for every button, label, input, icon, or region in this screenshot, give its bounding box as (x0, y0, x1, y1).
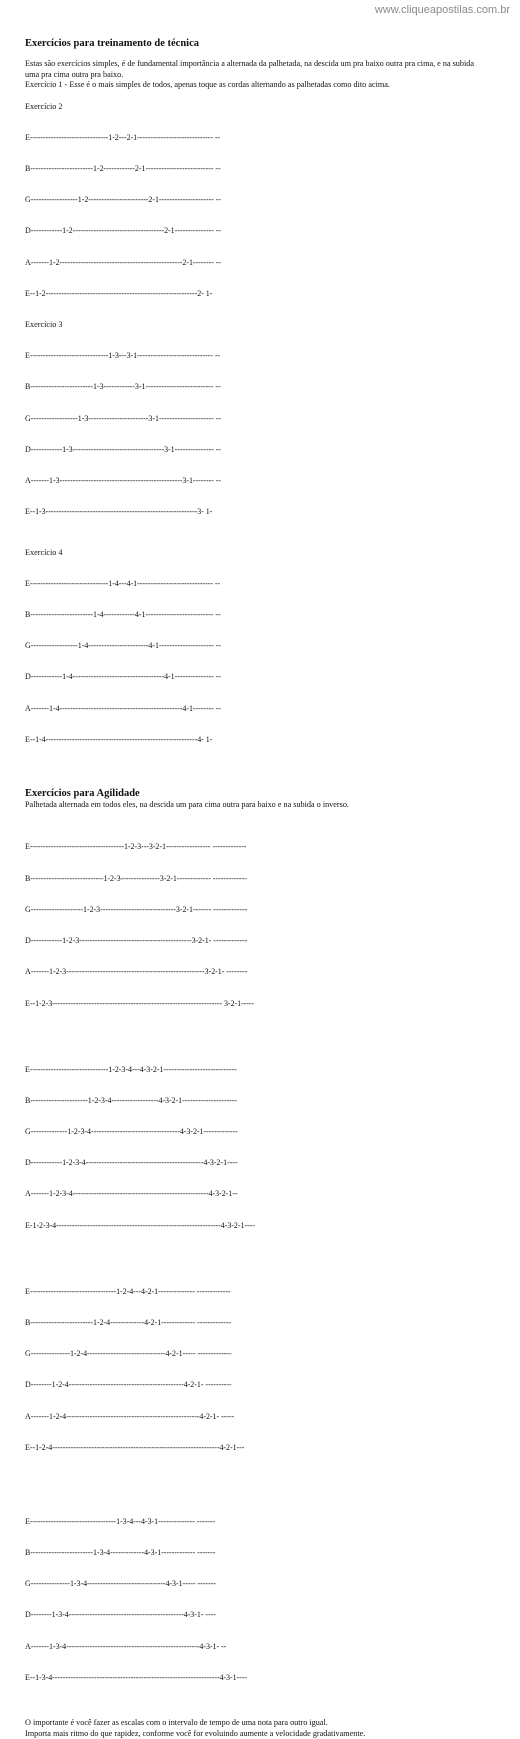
tab-line: E--1-4----------------------------------------------------------4- 1- (25, 734, 213, 744)
tab-line: E--1-2-4----------------------------------------------------------------4-2-1--- (25, 1442, 245, 1452)
tab-line: E---------------------------------1-3-4---4-3-1-------------- ------- (25, 1516, 215, 1526)
tab-line: D--------1-2-4--------------------------------------------4-2-1- ---------- (25, 1380, 232, 1390)
tab-line: E---------------------------------1-2-4---4-2-1-------------- ------------- (25, 1286, 231, 1296)
tab-line: G------------------1-4-----------------------4-1--------------------- -- (25, 641, 222, 651)
tab-line: B------------------------1-4------------4-1-------------------------- -- (25, 610, 221, 619)
exercise-2-label: Exercício 2 (25, 101, 63, 111)
intro-line-3: Exercício 1 - Esse é o mais simples de todos, apenas toque as cordas alternando as palhetadas como dito acima. (25, 80, 390, 89)
tab-line: G------------------1-3-----------------------3-1--------------------- -- (25, 413, 222, 423)
exercise-4-label: Exercício 4 (25, 547, 63, 557)
tab-line: A-------1-2-----------------------------------------------2-1-------- -- (25, 257, 222, 267)
exercise-2-tab (25, 112, 495, 320)
tab-line: E------------------------------1-3---3-1----------------------------- -- (25, 351, 221, 361)
intro-line-2: uma pra cima outra pra baixo. (25, 69, 124, 79)
exercise-3-tab (25, 330, 495, 538)
tab-line: B------------------------1-3------------3-1-------------------------- -- (25, 382, 221, 392)
agility-block-2 (25, 1044, 495, 1252)
tab-line: G--------------------1-2-3-----------------------------3-2-1------- ------------- (25, 904, 248, 914)
tab-line: D--------1-3-4--------------------------------------------4-3-1- ---- (25, 1610, 216, 1620)
tab-line: B------------------------1-3-4-------------4-3-1------------- ------- (25, 1548, 216, 1557)
watermark: www.cliqueapostilas.com.br (374, 4, 510, 16)
tab-line: E------------------------------1-2-3-4---4-3-2-1---------------------------- (25, 1064, 237, 1074)
agility-block-1 (25, 822, 495, 1030)
tab-line: D------------1-4-----------------------------------4-1--------------- -- (25, 672, 222, 682)
tab-line: E--1-2----------------------------------------------------------2- 1- (25, 288, 213, 298)
exercise-4-tab (25, 558, 495, 766)
tab-line: G------------------1-2-----------------------2-1--------------------- -- (25, 195, 222, 205)
tab-line: E------------------------------1-2---2-1----------------------------- -- (25, 132, 221, 142)
section2-intro: Palhetada alternada em todos eles, na descida um para cima outra para baixo e na subida o inverso. (25, 800, 349, 810)
tab-line: G---------------1-3-4------------------------------4-3-1----- ------- (25, 1579, 216, 1589)
tab-line: E--1-3----------------------------------------------------------3- 1- (25, 507, 213, 517)
document-body (25, 38, 495, 1739)
tab-line: A-------1-2-3-4----------------------------------------------------4-3-2-1-- (25, 1189, 238, 1199)
agility-block-3 (25, 1266, 495, 1474)
section1-title: Exercícios para treinamento de técnica (25, 38, 199, 49)
tab-line: E------------------------------------1-2-3---3-2-1----------------- ------------- (25, 842, 247, 852)
section2-title: Exercícios para Agilidade (25, 788, 140, 800)
tab-line: A-------1-2-3-----------------------------------------------------3-2-1- -------- (25, 967, 248, 977)
tab-line: B------------------------1-2-4-------------4-2-1------------- ------------- (25, 1317, 232, 1327)
tab-line: E-1-2-3-4---------------------------------------------------------------4-3-2-1---- (25, 1220, 255, 1230)
tab-line: A-------1-3-----------------------------------------------3-1-------- -- (25, 476, 222, 486)
tab-line: A-------1-2-4---------------------------------------------------4-2-1- ----- (25, 1411, 235, 1421)
tab-line: B------------------------1-2------------2-1-------------------------- -- (25, 163, 221, 173)
footer-line-1: O importante é você fazer as escalas com o intervalo de tempo de uma nota para outro igual. (25, 1718, 328, 1728)
tab-line: D------------1-3-----------------------------------3-1--------------- -- (25, 444, 222, 454)
tab-line: B----------------------1-2-3-4------------------4-3-2-1--------------------- (25, 1095, 238, 1105)
tab-line: A-------1-4-----------------------------------------------4-1-------- -- (25, 703, 222, 713)
tab-line: G---------------1-2-4------------------------------4-2-1----- ------------- (25, 1349, 232, 1359)
tab-line: D------------1-2-3-------------------------------------------3-2-1- ------------- (25, 936, 248, 946)
tab-line: A-------1-3-4---------------------------------------------------4-3-1- -- (25, 1641, 227, 1651)
tab-line: E--1-2-3----------------------------------------------------------------- 3-2-1----- (25, 998, 255, 1008)
tab-line: B----------------------------1-2-3---------------3-2-1------------- ------------- (25, 873, 247, 883)
footer-line-2: Importa mais ritmo do que rapidez, conforme você for evoluindo aumente a velocidade gradativamente. (25, 1728, 366, 1738)
tab-line: E------------------------------1-4---4-1----------------------------- -- (25, 578, 221, 588)
tab-line: D------------1-2-3-4---------------------------------------------4-3-2-1---- (25, 1158, 238, 1168)
tab-line: D------------1-2-----------------------------------2-1--------------- -- (25, 226, 222, 236)
agility-block-4 (25, 1496, 495, 1704)
exercise-3-label: Exercício 3 (25, 320, 63, 330)
tab-line: E--1-3-4----------------------------------------------------------------4-3-1---- (25, 1672, 247, 1682)
tab-line: G--------------1-2-3-4----------------------------------4-3-2-1------------- (25, 1126, 238, 1136)
intro-line-1: Estas são exercícios simples, é de fundamental importância a alternada da palhetada, na descida um pra baixo outra pra cima, e na subida (25, 59, 474, 68)
